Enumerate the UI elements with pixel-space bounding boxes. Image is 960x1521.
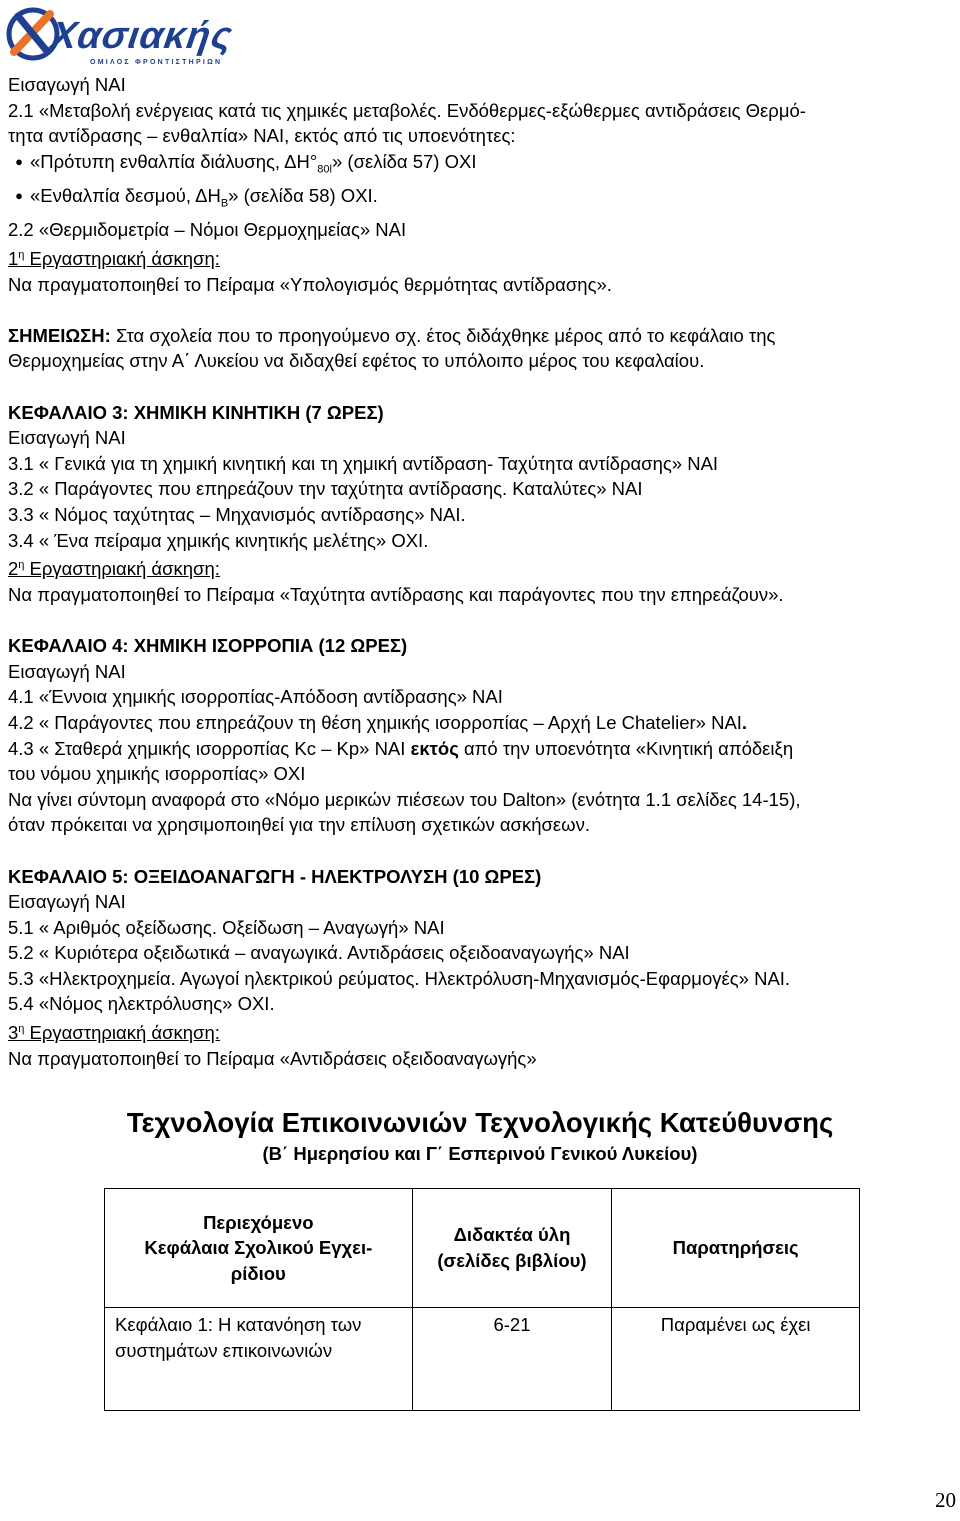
unit-4-3-line2: του νόμου χημικής ισορροπίας» ΟΧΙ [8,763,306,785]
section-subtitle: (Β΄ Ημερησίου και Γ΄ Εσπερινού Γενικού Λυκείου) [262,1143,698,1164]
logo [4,3,244,69]
table-row [105,1308,860,1411]
bullet-item-1: ● «Πρότυπη ενθαλπία διάλυσης, $\Delta H^\circ_{80l}$» (σελίδα 57) ΟΧΙ [8,149,953,183]
unit-3-1: 3.1 « Γενικά για τη χημική κινητική και τη χημική αντίδραση- Ταχύτητα αντίδρασης» ΝΑΙ [8,452,719,474]
unit-2-1-line1: 2.1 «Μεταβολή ενέργειας κατά τις χημικές μεταβολές. Ενδόθερμες-εξώθερμες αντιδράσεις Θερμό- [8,99,806,121]
bullet-icon: ● [15,188,23,204]
lab-exercise-3-heading: $3^\eta$ Εργαστηριακή άσκηση: [8,1022,220,1044]
except-keyword: εκτός [410,737,459,759]
unit-4-1: 4.1 «Έννοια χημικής ισορροπίας-Απόδοση αντίδρασης» ΝΑΙ [8,686,503,708]
note-line1: ΣΗΜΕΙΩΣΗ: Στα σχολεία που το προηγούμενο σχ. έτος διδάχθηκε μέρος από το κεφάλαιο της [8,324,776,346]
unit-3-2: 3.2 « Παράγοντες που επηρεάζουν την ταχύτητα αντίδρασης. Καταλύτες» ΝΑΙ [8,478,643,500]
unit-3-4: 3.4 « Ένα πείραμα χημικής κινητικής μελέτης» ΟΧΙ. [8,529,429,551]
cell-remarks: Παραμένει ως έχει [612,1308,860,1411]
header-remarks: Παρατηρήσεις [612,1189,860,1308]
unit-4-3-line1: 4.3 « Σταθερά χημικής ισορροπίας Kc – Kp» ΝΑΙ εκτός από την υποενότητα «Κινητική απόδειξη [8,737,794,759]
dalton-note-line2: όταν πρόκειται να χρησιμοποιηθεί για την επίλυση σχετικών ασκήσεων. [8,814,591,836]
dalton-note-line1: Να γίνει σύντομη αναφορά στο «Νόμο μερικών πιέσεων του Dalton» (ενότητα 1.1 σελίδες 14-15), [8,788,801,810]
header-content: Περιεχόμενο Κεφάλαια Σχολικού Εγχει- ρίδιου [105,1189,413,1308]
chapter5-title: ΚΕΦΑΛΑΙΟ 5: ΟΞΕΙΔΟΑΝΑΓΩΓΗ - ΗΛΕΚΤΡΟΛΥΣΗ (10 ΩΡΕΣ) [8,865,542,887]
document-body [8,72,953,1071]
lab-exercise-2-text: Να πραγματοποιηθεί το Πείραμα «Ταχύτητα αντίδρασης και παράγοντες που την επηρεάζουν». [8,583,784,605]
lab-exercise-3-text: Να πραγματοποιηθεί το Πείραμα «Αντιδράσεις οξειδοαναγωγής» [8,1047,537,1069]
table-header-row [105,1189,860,1308]
lab-exercise-1-heading: $1^\eta$ Εργαστηριακή άσκηση: [8,248,220,270]
unit-5-2: 5.2 « Κυριότερα οξειδωτικά – αναγωγικά. Αντιδράσεις οξειδοαναγωγής» ΝΑΙ [8,942,630,964]
unit-5-1: 5.1 « Αριθμός οξείδωσης. Οξείδωση – Αναγωγή» ΝΑΙ [8,916,445,938]
unit-2-1-line2: τητα αντίδρασης – ενθαλπία» ΝΑΙ, εκτός από τις υποενότητες: [8,125,516,147]
curriculum-table [104,1188,860,1411]
lab-exercise-2-heading: $2^\eta$ Εργαστηριακή άσκηση: [8,558,220,580]
chapter2-intro: Εισαγωγή ΝΑΙ [8,74,126,95]
note-line2: Θερμοχημείας στην Α΄ Λυκείου να διδαχθεί εφέτος το υπόλοιπο μέρος του κεφαλαίου. [8,350,705,372]
chapter4-intro: Εισαγωγή ΝΑΙ [8,660,126,682]
unit-2-2: 2.2 «Θερμιδομετρία – Νόμοι Θερμοχημείας» ΝΑΙ [8,219,407,241]
chapter3-title: ΚΕΦΑΛΑΙΟ 3: ΧΗΜΙΚΗ ΚΙΝΗΤΙΚΗ (7 ΩΡΕΣ) [8,401,384,423]
logo-wordmark: Χασιακής [48,14,235,57]
unit-5-4: 5.4 «Νόμος ηλεκτρόλυσης» ΟΧΙ. [8,993,275,1015]
cell-pages: 6-21 [412,1308,612,1411]
page-number: 20 [935,1488,956,1512]
logo-subtext: ΟΜΙΛΟΣ ΦΡΟΝΤΙΣΤΗΡΙΩΝ [90,59,220,66]
header-pages: Διδακτέα ύλη (σελίδες βιβλίου) [412,1189,612,1308]
chapter5-intro: Εισαγωγή ΝΑΙ [8,891,126,913]
unit-5-3: 5.3 «Ηλεκτροχημεία. Αγωγοί ηλεκτρικού ρεύματος. Ηλεκτρόλυση-Μηχανισμός-Εφαρμογές» ΝΑΙ. [8,967,791,989]
unit-4-2: 4.2 « Παράγοντες που επηρεάζουν τη θέση χημικής ισορροπίας – Αρχή Le Chatelier» ΝΑΙ. [8,711,748,733]
unit-3-3: 3.3 « Νόμος ταχύτητας – Μηχανισμός αντίδρασης» ΝΑΙ. [8,504,466,526]
bullet-item-2: ● «Ενθαλπία δεσμού, $\Delta H_B$» (σελίδα 58) ΟΧΙ. [8,183,953,217]
chapter3-intro: Εισαγωγή ΝΑΙ [8,427,126,449]
cell-chapter: Κεφάλαιο 1: Η κατανόηση των συστημάτων επικοινωνιών [105,1308,413,1411]
bullet-icon: ● [15,153,23,169]
note-label: ΣΗΜΕΙΩΣΗ: [8,324,111,346]
lab-exercise-1-text: Να πραγματοποιηθεί το Πείραμα «Υπολογισμός θερμότητας αντίδρασης». [8,273,612,295]
chapter4-title: ΚΕΦΑΛΑΙΟ 4: ΧΗΜΙΚΗ ΙΣΟΡΡΟΠΙΑ (12 ΩΡΕΣ) [8,635,408,657]
section-title: Τεχνολογία Επικοινωνιών Τεχνολογικής Κατεύθυνσης [126,1107,834,1138]
